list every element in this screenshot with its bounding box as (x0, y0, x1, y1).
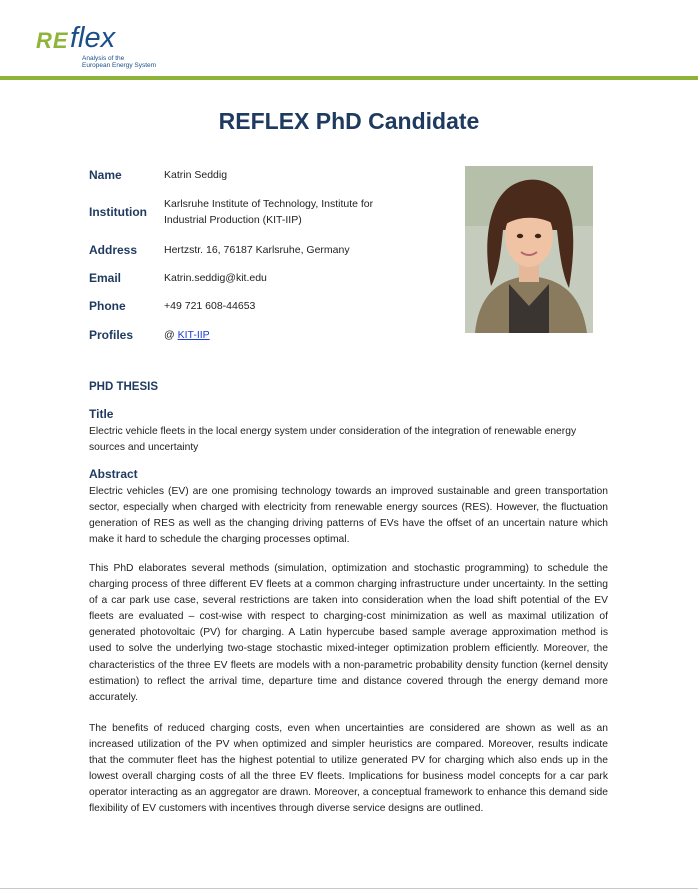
thesis-title-heading: Title (89, 407, 114, 421)
profile-row-name (89, 162, 429, 188)
profiles-at-sign: @ (164, 329, 178, 341)
abstract-heading: Abstract (89, 467, 138, 481)
header-divider (0, 76, 698, 80)
profile-row-phone (89, 292, 429, 320)
phone-label: Phone (89, 299, 126, 313)
profile-info (89, 162, 429, 350)
address-label: Address (89, 243, 138, 257)
abstract-paragraph-1: Electric vehicles (EV) are one promising technology towards an improved sustainable and green transportation sector, especially when charged with electricity from renewable energy sources (RES). However, the fluctuation generation of RES as well as the changing driving patterns of EVs have the offset of an uncertain nature which make it hard to schedule the charging processes optimal. (89, 486, 608, 546)
abstract-paragraph-2: This PhD elaborates several methods (simulation, optimization and stochastic programming) to schedule the charging process of three different EV fleets at a common charging infrastructure under uncertainty. In the setting of a car park use case, several restrictions are taken into consideration when the load shift potential of the EV fleets are evaluated – cost-wise with respect to charging-cost minimization as well as maximal utilization of generated photovoltaic (PV) for charging. A Latin hypercube based sample average approximation method is used to solve the underlying two-stage stochastic mixed-integer optimization problem efficiently. Moreover, the characteristics of the three EV fleets are models with a non-parametric probability density function (kernel density estimation) to reflect the arrival time, departure time and distance covered through the energy demand more accurately. (89, 563, 608, 703)
portrait-illustration (465, 166, 593, 333)
abstract-paragraph-3: The benefits of reduced charging costs, even when uncertainties are considered are shown as well as an increased utilization of the PV when optimized and simpler heuristics are compared. Moreover, results indicate that the commuter fleet has the highest potential to utilize generated PV for charging which also ends up in the lowest overall charging costs of all the three EV fleets. Implications for business model concepts for a car park operator interacting as an aggregator are drawn. Moreover, a conceptual framework to enhance this demand side flexibility of EV customers with incentives through diverse service designs are outlined. (89, 723, 608, 815)
profiles-label: Profiles (89, 328, 134, 342)
candidate-photo (465, 166, 593, 333)
institution-value: Karlsruhe Institute of Technology, Institute for Industrial Production (KIT-IIP) (164, 198, 374, 226)
profile-row-address (89, 236, 429, 264)
address-value: Hertzstr. 16, 76187 Karlsruhe, Germany (164, 244, 350, 256)
profile-row-email (89, 264, 429, 292)
email-value[interactable]: Katrin.seddig@kit.edu (164, 272, 267, 284)
phone-value: +49 721 608-44653 (164, 300, 256, 312)
profile-row-profiles (89, 320, 429, 350)
profile-row-institution (89, 188, 429, 236)
kit-iip-profile-link[interactable]: KIT-IIP (177, 329, 210, 341)
page-title: REFLEX PhD Candidate (218, 108, 480, 134)
profiles-value (164, 327, 210, 343)
logo-tagline (82, 55, 156, 69)
name-value: Katrin Seddig (164, 169, 228, 181)
footer-divider (0, 888, 698, 889)
thesis-title-text: Electric vehicle fleets in the local energy system under consideration of the integration of renewable energy sources and uncertainty (89, 426, 577, 454)
email-label: Email (89, 271, 122, 285)
institution-label: Institution (89, 205, 147, 219)
name-label: Name (89, 168, 122, 182)
logo-tagline-line-2: European Energy System (82, 62, 157, 69)
logo-tagline-line-1: Analysis of the (82, 55, 125, 62)
reflex-logo (36, 22, 196, 72)
phd-thesis-heading: PHD THESIS (89, 381, 159, 393)
logo-flex-text: flex (70, 22, 116, 54)
logo-re-text: RE (36, 28, 69, 53)
